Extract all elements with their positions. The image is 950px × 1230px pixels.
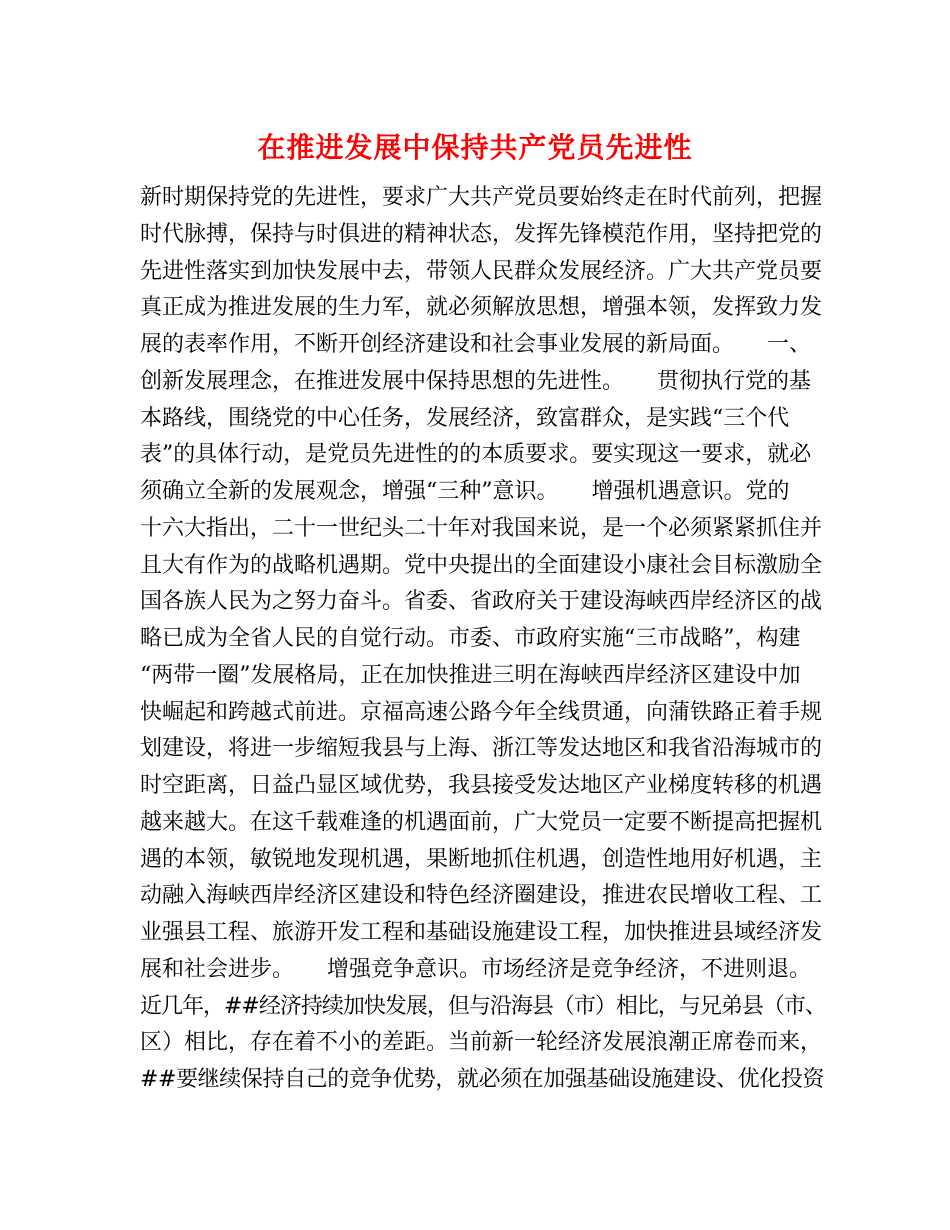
document-body bbox=[140, 180, 826, 1099]
text-line: 动融入海峡西岸经济区建设和特色经济圈建设，推进农民增收工程、工 bbox=[140, 883, 823, 909]
text-line: ##要继续保持自己的竞争优势，就必须在加强基础设施建设、优化投资 bbox=[140, 1067, 825, 1092]
text-line: 创新发展理念，在推进发展中保持思想的先进性。 贯彻执行党的基 bbox=[140, 368, 812, 394]
text-line: 真正成为推进发展的生力军，就必须解放思想，增强本领，发挥致力发 bbox=[140, 295, 823, 321]
text-line: 国各族人民为之努力奋斗。省委、省政府关于建设海峡西岸经济区的战 bbox=[140, 589, 823, 615]
text-line: 区）相比，存在着不小的差距。当前新一轮经济发展浪潮正席卷而来， bbox=[140, 1030, 823, 1056]
text-line: 划建设，将进一步缩短我县与上海、浙江等发达地区和我省沿海城市的 bbox=[140, 736, 823, 762]
text-line: 遇的本领，敏锐地发现机遇，果断地抓住机遇，创造性地用好机遇，主 bbox=[140, 846, 823, 872]
text-line: 须确立全新的发展观念，增强“三种”意识。 增强机遇意识。党的 bbox=[140, 479, 790, 504]
text-line: 先进性落实到加快发展中去，带领人民群众发展经济。广大共产党员要 bbox=[140, 258, 823, 284]
text-line: 时代脉搏，保持与时俱进的精神状态，发挥先锋模范作用，坚持把党的 bbox=[140, 221, 823, 247]
text-line: 且大有作为的战略机遇期。党中央提出的全面建设小康社会目标激励全 bbox=[140, 552, 823, 578]
text-line: 越来越大。在这千载难逢的机遇面前，广大党员一定要不断提高把握机 bbox=[140, 809, 823, 835]
text-line: 十六大指出，二十一世纪头二十年对我国来说，是一个必须紧紧抓住并 bbox=[140, 515, 823, 541]
text-line: 表”的具体行动，是党员先进性的的本质要求。要实现这一要求，就必 bbox=[140, 442, 812, 468]
text-line: 新时期保持党的先进性，要求广大共产党员要始终走在时代前列，把握 bbox=[140, 185, 823, 210]
text-line: 业强县工程、旅游开发工程和基础设施建设工程，加快推进县域经济发 bbox=[140, 920, 823, 945]
text-line: 快崛起和跨越式前进。京福高速公路今年全线贯通，向蒲铁路正着手规 bbox=[140, 699, 823, 725]
text-line: 近几年，##经济持续加快发展，但与沿海县（市）相比，与兄弟县（市、 bbox=[140, 993, 826, 1019]
text-line: 本路线，围绕党的中心任务，发展经济，致富群众，是实践“三个代 bbox=[140, 405, 790, 431]
text-line: 略已成为全省人民的自觉行动。市委、市政府实施“三市战略”，构建 bbox=[140, 626, 801, 651]
text-line: 展和社会进步。 增强竞争意识。市场经济是竞争经济，不进则退。 bbox=[140, 956, 812, 982]
text-line: “两带一圈”发展格局，正在加快推进三明在海峡西岸经济区建设中加 bbox=[140, 662, 801, 688]
document-title: 在推进发展中保持共产党员先进性 bbox=[257, 131, 693, 164]
text-line: 展的表率作用，不断开创经济建设和社会事业发展的新局面。 一、 bbox=[140, 332, 812, 357]
text-line: 时空距离，日益凸显区域优势，我县接受发达地区产业梯度转移的机遇 bbox=[140, 773, 823, 798]
